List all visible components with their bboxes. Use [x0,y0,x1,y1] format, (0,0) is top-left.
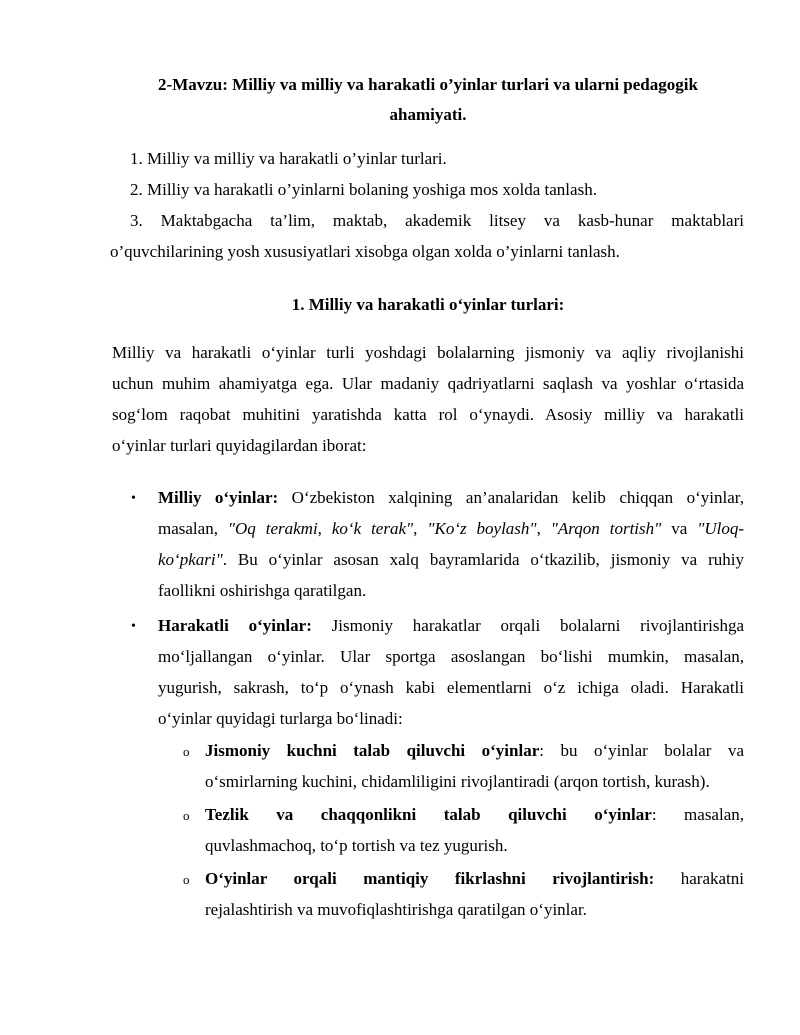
subitem-2-line-1 [205,800,744,830]
section-heading: 1. Milliy va harakatli oʻyinlar turlari: [291,295,565,314]
subitem-marker: o [183,872,190,887]
subitem-term: Tezlik va chaqqonlikni talab qiluvchi oʻyinlar [205,805,652,824]
outline-number: 2. [130,180,143,199]
subitem-text: : masalan, [651,805,744,824]
bullet-milliy-line-2 [158,514,744,544]
outline-item-3 [130,206,744,236]
example-game: koʻpkari" [158,550,223,569]
separator: , [413,519,428,538]
bullet-text: Oʻzbekiston xalqining an’analaridan kelib chiqqan oʻyinlar, [278,488,744,507]
bullet-marker: • [131,491,136,506]
outline-number: 1. [130,149,143,168]
title-line-2: ahamiyati. [389,105,467,124]
subitem-1-line-2: oʻsmirlarning kuchini, chidamliligini rivojlantiradi (arqon tortish, kurash). [205,772,710,791]
outline-text: Maktabgacha ta’lim, maktab, akademik litsey va kasb-hunar maktablari [160,211,744,230]
outline-item-3-continued: o’quvchilarining yosh xususiyatlari xisobga olgan xolda o’yinlarni tanlash. [110,242,620,261]
subitem-text: : bu oʻyinlar bolalar va [539,741,745,760]
bullet-harakatli-line-4: oʻyinlar quyidagi turlarga boʻlinadi: [158,709,403,728]
subitem-3-line-1 [205,864,744,894]
bullet-milliy-line-1 [158,483,744,513]
example-game: "Uloq- [697,519,745,538]
subitem-term: Oʻyinlar orqali mantiqiy fikrlashni rivojlantirish: [205,869,655,888]
outline-text: Milliy va milliy va harakatli o’yinlar turlari. [147,149,447,168]
subitem-term: Jismoniy kuchni talab qiluvchi oʻyinlar [205,741,540,760]
bullet-milliy-line-3 [158,545,744,575]
subitem-marker: o [183,744,190,759]
document-title [110,70,746,130]
intro-line-3: sogʻlom raqobat muhitini yaratishda katta rol oʻynaydi. Asosiy milliy va harakatli [112,405,744,424]
bullet-term: Milliy oʻyinlar: [158,488,279,507]
intro-line-2: uchun muhim ahamiyatga ega. Ular madaniy qadriyatlarni saqlash va yoshlar oʻrtasida [112,374,744,393]
subitem-2-line-2: quvlashmachoq, toʻp tortish va tez yugurish. [205,836,508,855]
outline-number: 3. [130,211,143,230]
outline-item-2 [130,175,597,205]
title-line-1: 2-Mavzu: Milliy va milliy va harakatli o’yinlar turlari va ularni pedagogik [158,75,698,94]
example-game: "Koʻz boylash" [427,519,537,538]
bullet-text: . Bu oʻyinlar asosan xalq bayramlarida oʻtkazilib, jismoniy va ruhiy [222,550,744,569]
example-game: "Oq terakmi, koʻk terak" [227,519,414,538]
separator: va [661,519,698,538]
bullet-marker: • [131,619,136,634]
bullet-text: masalan, [158,519,228,538]
outline-item-1 [130,144,447,174]
outline-text: Milliy va harakatli o’yinlarni bolaning yoshiga mos xolda tanlash. [147,180,597,199]
intro-line-4: oʻyinlar turlari quyidagilardan iborat: [112,436,367,455]
bullet-harakatli-line-3: yugurish, sakrash, toʻp oʻynash kabi elementlarni oʻz ichiga oladi. Harakatli [158,678,744,697]
subitem-1-line-1 [205,736,744,766]
bullet-text: Jismoniy harakatlar orqali bolalarni rivojlantirishga [311,616,744,635]
separator: , [536,519,551,538]
example-game: "Arqon tortish" [550,519,662,538]
bullet-term: Harakatli oʻyinlar: [158,616,312,635]
bullet-milliy-line-4: faollikni oshirishga qaratilgan. [158,581,367,600]
subitem-text: harakatni [654,869,745,888]
subitem-3-line-2: rejalashtirish va muvofiqlashtirishga qaratilgan oʻyinlar. [205,900,587,919]
subitem-marker: o [183,808,190,823]
intro-line-1: Milliy va harakatli oʻyinlar turli yoshdagi bolalarning jismoniy va aqliy rivojlanishi [112,343,744,362]
bullet-harakatli-line-2: moʻljallangan oʻyinlar. Ular sportga asoslangan boʻlishi mumkin, masalan, [158,647,744,666]
bullet-harakatli-line-1 [158,611,744,641]
